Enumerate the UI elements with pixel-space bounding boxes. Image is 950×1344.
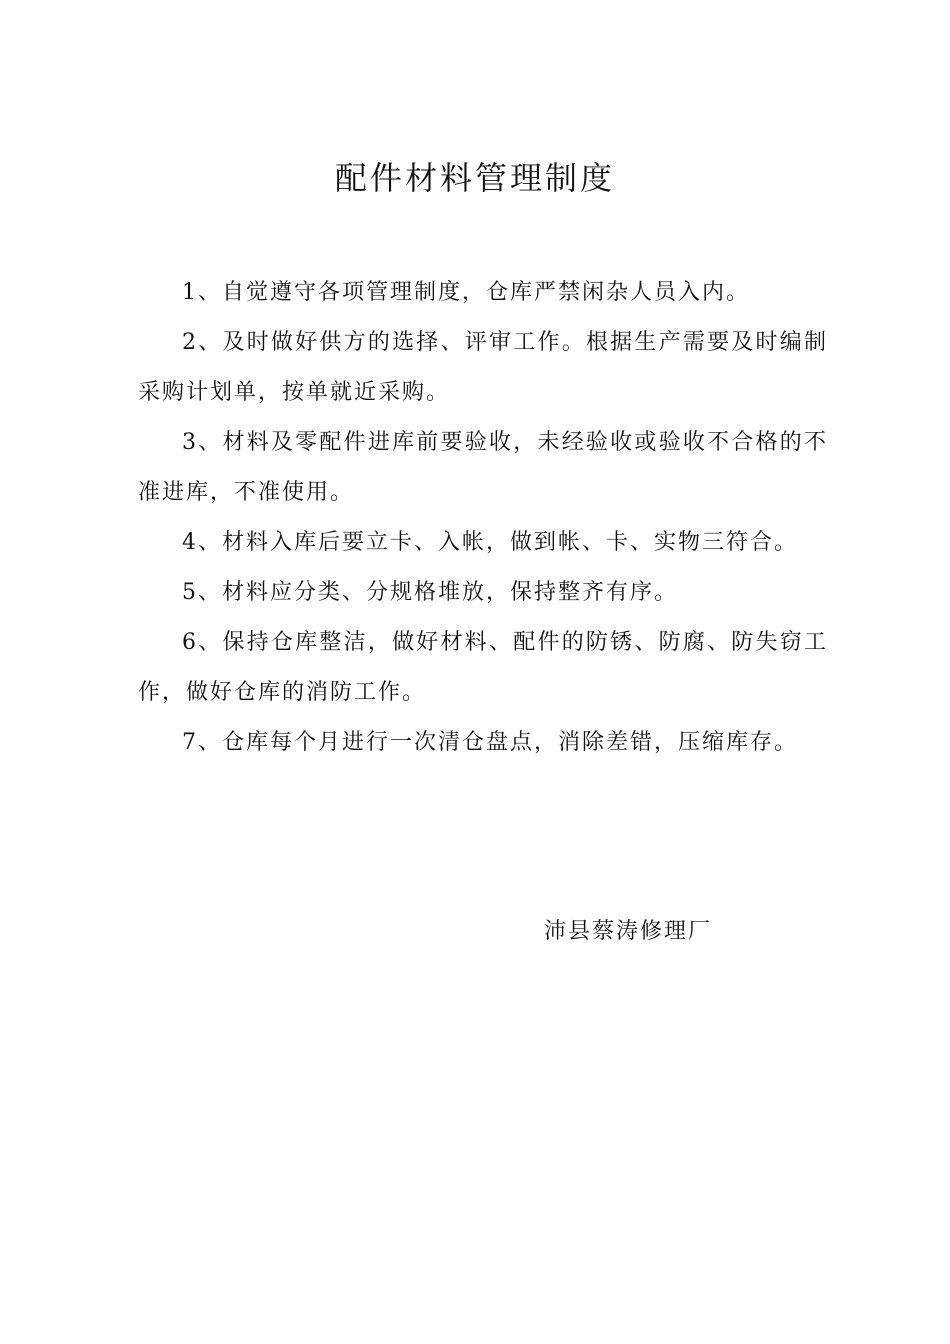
document-title: 配件材料管理制度 [334, 159, 615, 197]
company-signature: 沛县蔡涛修理厂 [544, 919, 713, 944]
rules-list [138, 268, 828, 768]
rule-item-5: 5、材料应分类、分规格堆放，保持整齐有序。 [182, 580, 678, 605]
rule-item-1: 1、自觉遵守各项管理制度，仓库严禁闲杂人员入内。 [182, 280, 750, 305]
rule-item-3: 3、材料及零配件进库前要验收，未经验收或验收不合格的不准进库，不准使用。 [138, 430, 828, 505]
rule-item-6: 6、保持仓库整洁，做好材料、配件的防锈、防腐、防失窃工作，做好仓库的消防工作。 [138, 630, 828, 705]
rule-item-2: 2、及时做好供方的选择、评审工作。根据生产需要及时编制采购计划单，按单就近采购。 [138, 330, 828, 405]
rule-item-7: 7、仓库每个月进行一次清仓盘点，消除差错，压缩库存。 [182, 730, 798, 755]
rule-item-4: 4、材料入库后要立卡、入帐，做到帐、卡、实物三符合。 [182, 530, 798, 555]
